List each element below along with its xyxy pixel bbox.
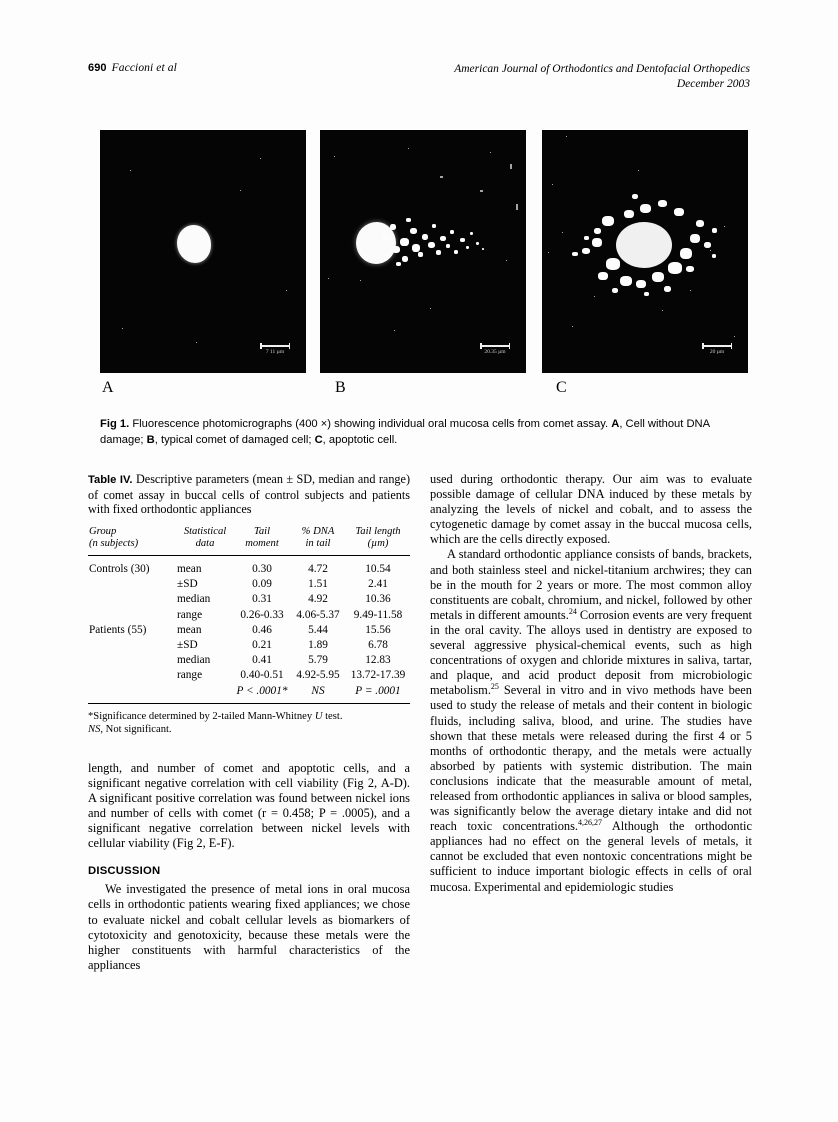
table-row (88, 555, 410, 576)
comet-tail (380, 216, 490, 272)
cell-tail-length: 10.54 (365, 562, 391, 575)
right-paragraph-2-c: Several in vitro and in vivo methods have been used to study the release of metals and their content in biologic fluids, including saliva, blood, and urine. The studies have shown that these metals were released during the first 4 or 5 months of orthodontic therapy, and the metals were actually absorbed by patients with systemic distribution. The main conclusions indicate that the measurable amount of metal, released from orthodontic appliances in saliva or blood samples, was significantly below the average dietary intake and did not reach toxic concentrations. (430, 683, 752, 834)
left-paragraph-continued: length, and number of comet and apoptotic cells, and a significant negative correlation with cell viability (Fig 2, A-D). A significant positive correlation was found between nickel ions and number of cells with comet (r = 0.458; P = .0005), and a significant negative correlation between nickel levels with cellular viability (Fig 2, E-F). (88, 760, 410, 851)
stat-label: median (177, 593, 211, 606)
table-title (88, 472, 410, 517)
figure-panel-c (542, 130, 748, 373)
scale-bar-line-a (260, 345, 290, 347)
col-header-group-line1: Group (89, 525, 117, 537)
figure-panels (88, 130, 750, 373)
group-label-patients: Patients (55) (89, 623, 147, 636)
table-number: Table IV. (88, 474, 133, 486)
cell-tail-length: 12.83 (365, 654, 391, 667)
col-header-tail-moment-line2: moment (245, 538, 279, 550)
stat-label: range (177, 608, 203, 621)
cell-tail-length: 13.72-17.39 (350, 669, 406, 682)
table-body-controls (88, 555, 410, 622)
col-header-dna-line1: % DNA (301, 525, 335, 537)
table-row (88, 592, 410, 607)
right-paragraph-2-b: Corrosion events are very frequent in the oral cavity. The alloys used in dentistry are exposed to several aggressive physical-chemical events, such as high concentrations of oxygen and chloride mixtures in saliva, tartar, and plaque, and acid product deposit from microbiologic metabolism. (430, 607, 752, 698)
table-title-text: Descriptive parameters (mean ± SD, median and range) of comet assay in buccal cells of control subjects and patients with fixed orthodontic appliances (88, 472, 410, 517)
cell-dna-in-tail: 1.89 (308, 638, 328, 651)
cell-dna-in-tail: 1.51 (308, 578, 328, 591)
footnote-1-end: test. (322, 710, 343, 722)
cell-dna-in-tail: 5.79 (308, 654, 328, 667)
stat-label: range (177, 669, 203, 682)
col-header-dna-in-tail (290, 524, 346, 556)
figure-caption (100, 417, 725, 448)
scale-bar-line-c (702, 345, 732, 347)
cell-tail-moment: 0.31 (252, 593, 272, 606)
scale-bar-label-c: 20 µm (709, 349, 725, 355)
table-row (88, 577, 410, 592)
table-row (88, 637, 410, 652)
col-header-dna-line2: in tail (305, 538, 331, 550)
left-column (88, 472, 410, 973)
running-head-right (454, 62, 750, 92)
cell-dna-in-tail: 4.06-5.37 (296, 608, 340, 621)
cell-tail-moment: 0.41 (252, 654, 272, 667)
cell-dna-in-tail: 4.92 (308, 593, 328, 606)
right-paragraph-2 (430, 547, 752, 894)
page-number: 690 (88, 62, 107, 74)
running-head-left (88, 62, 177, 74)
table-bottom-rule (88, 703, 410, 704)
reference-25: 25 (490, 682, 499, 692)
table-header-row (88, 524, 410, 556)
pvalue-tail-moment: P < .0001* (236, 684, 288, 697)
scale-bar-c (702, 345, 732, 355)
col-header-statistical-line1: Statistical (183, 525, 227, 537)
right-paragraph-2-d: Although the orthodontic appliances had no effect on the general levels of metals, it cannot be excluded that even nontoxic concentrations might be sufficient to induce important biologic effects in cells of oral mucosa. Experimental and epidemiologic studies (430, 819, 752, 894)
stat-label: mean (177, 562, 202, 575)
col-header-tail-moment-line1: Tail (253, 525, 271, 537)
figure-caption-a-label: A (611, 418, 620, 430)
panel-letter-c: C (556, 379, 567, 396)
cell-tail-moment: 0.21 (252, 638, 272, 651)
scale-bar-line-b (480, 345, 510, 347)
cell-dna-in-tail: 5.44 (308, 623, 328, 636)
table-row (88, 668, 410, 683)
panel-letter-a: A (102, 379, 114, 396)
descriptive-parameters-table (88, 524, 410, 703)
stat-label: ±SD (177, 638, 198, 651)
stat-label: ±SD (177, 578, 198, 591)
col-header-tail-length-line2: (µm) (367, 538, 389, 550)
group-label-controls: Controls (30) (89, 562, 150, 575)
footnote-marker: * (88, 710, 94, 722)
figure-panel-a (100, 130, 306, 373)
cell-dna-in-tail: 4.72 (308, 562, 328, 575)
figure-caption-b-label: B (146, 433, 155, 446)
cell-tail-length: 6.78 (368, 638, 388, 651)
col-header-tail-length (346, 524, 410, 556)
running-head (88, 62, 750, 102)
pvalue-tail-length: P = .0001 (355, 684, 401, 697)
col-header-statistical-line2: data (195, 538, 215, 550)
stat-label: mean (177, 623, 202, 636)
discussion-heading: DISCUSSION (88, 865, 161, 878)
col-header-group-line2: (n subjects) (89, 538, 139, 550)
footnote-1-text: Significance determined by 2-tailed Mann-Whitney (93, 710, 315, 722)
col-header-tail-length-line1: Tail length (355, 525, 401, 537)
author-line: Faccioni et al (111, 62, 177, 74)
cell-tail-moment: 0.30 (252, 562, 272, 575)
discussion-paragraph: We investigated the presence of metal ions in oral mucosa cells in orthodontic patients wearing fixed appliances; we chose to evaluate nickel and cobalt cellular levels as biomarkers of cytotoxicity and genotoxicity, because these metals were the higher constituents with harmful characteristics of the appliances (88, 882, 410, 972)
right-paragraph-1: used during orthodontic therapy. Our aim was to evaluate possible damage of cellular DNA induced by these metals by analyzing the levels of nickel and cobalt, and to assess the cytogenetic damage by comet assay in the buccal mucosa cells, which are the cells directly exposed. (430, 472, 752, 547)
col-header-statistical (176, 524, 234, 556)
figure-caption-a-text: , Cell without DNA damage; (100, 418, 710, 446)
cell-tail-length: 9.49-11.58 (353, 608, 403, 621)
figure-caption-c-text: , apoptotic cell. (322, 433, 398, 446)
intact-cell-nucleus (177, 225, 211, 263)
pvalue-dna-in-tail: NS (311, 684, 325, 697)
table-row (88, 653, 410, 668)
cell-tail-moment: 0.46 (252, 623, 272, 636)
col-header-group (88, 524, 176, 556)
footnote-2-text: , Not significant. (100, 724, 172, 736)
table-row (88, 622, 410, 637)
figure-caption-b-text: , typical comet of damaged cell; (154, 433, 315, 446)
figure-caption-label: Fig 1. (100, 418, 130, 430)
right-column (430, 472, 752, 895)
table-row-pvalues (88, 683, 410, 703)
scale-bar-a (260, 345, 290, 355)
scale-bar-label-a: 7 11 µm (265, 349, 285, 355)
figure-panel-b (320, 130, 526, 373)
footnote-1-italic: U (314, 710, 323, 722)
stat-label: median (177, 654, 211, 667)
table-body-patients (88, 622, 410, 703)
figure-panel-letters (88, 379, 750, 403)
cell-tail-moment: 0.26-0.33 (240, 608, 284, 621)
reference-24: 24 (568, 606, 577, 616)
cell-tail-length: 2.41 (368, 578, 388, 591)
cell-tail-moment: 0.40-0.51 (240, 669, 284, 682)
table-footnotes (88, 710, 410, 737)
reference-4-26-27: 4,26,27 (578, 818, 603, 828)
issue-date: December 2003 (676, 78, 750, 90)
right-paragraph-2-a: A standard orthodontic appliance consists of bands, brackets, and both stainless steel and nickel-titanium archwires; they can be in the mouth for 2 years or more. The most common alloy constituents are cobalt, chromium, and nickel, followed by other metals in different amounts. (430, 547, 752, 622)
col-header-tail-moment (234, 524, 290, 556)
table-footnote-1 (88, 710, 410, 723)
figure-caption-text: Fluorescence photomicrographs (400 ×) showing individual oral mucosa cells from comet assay. (129, 418, 612, 430)
figure-caption-c-label: C (314, 433, 323, 446)
apoptotic-cell-cloud (572, 192, 722, 302)
scale-bar-label-b: 20.35 µm (484, 349, 506, 355)
table-4 (88, 472, 410, 737)
table-row (88, 607, 410, 622)
cell-dna-in-tail: 4.92-5.95 (296, 669, 340, 682)
journal-title: American Journal of Orthodontics and Dentofacial Orthopedics (454, 63, 750, 75)
footnote-2-abbrev: NS (88, 724, 101, 736)
cell-tail-length: 10.36 (365, 593, 391, 606)
table-footnote-2 (88, 723, 410, 736)
cell-tail-moment: 0.09 (252, 578, 272, 591)
cell-tail-length: 15.56 (365, 623, 391, 636)
panel-letter-b: B (335, 379, 346, 396)
table-header (88, 524, 410, 556)
figure-1 (88, 130, 750, 403)
scale-bar-b (480, 345, 510, 355)
